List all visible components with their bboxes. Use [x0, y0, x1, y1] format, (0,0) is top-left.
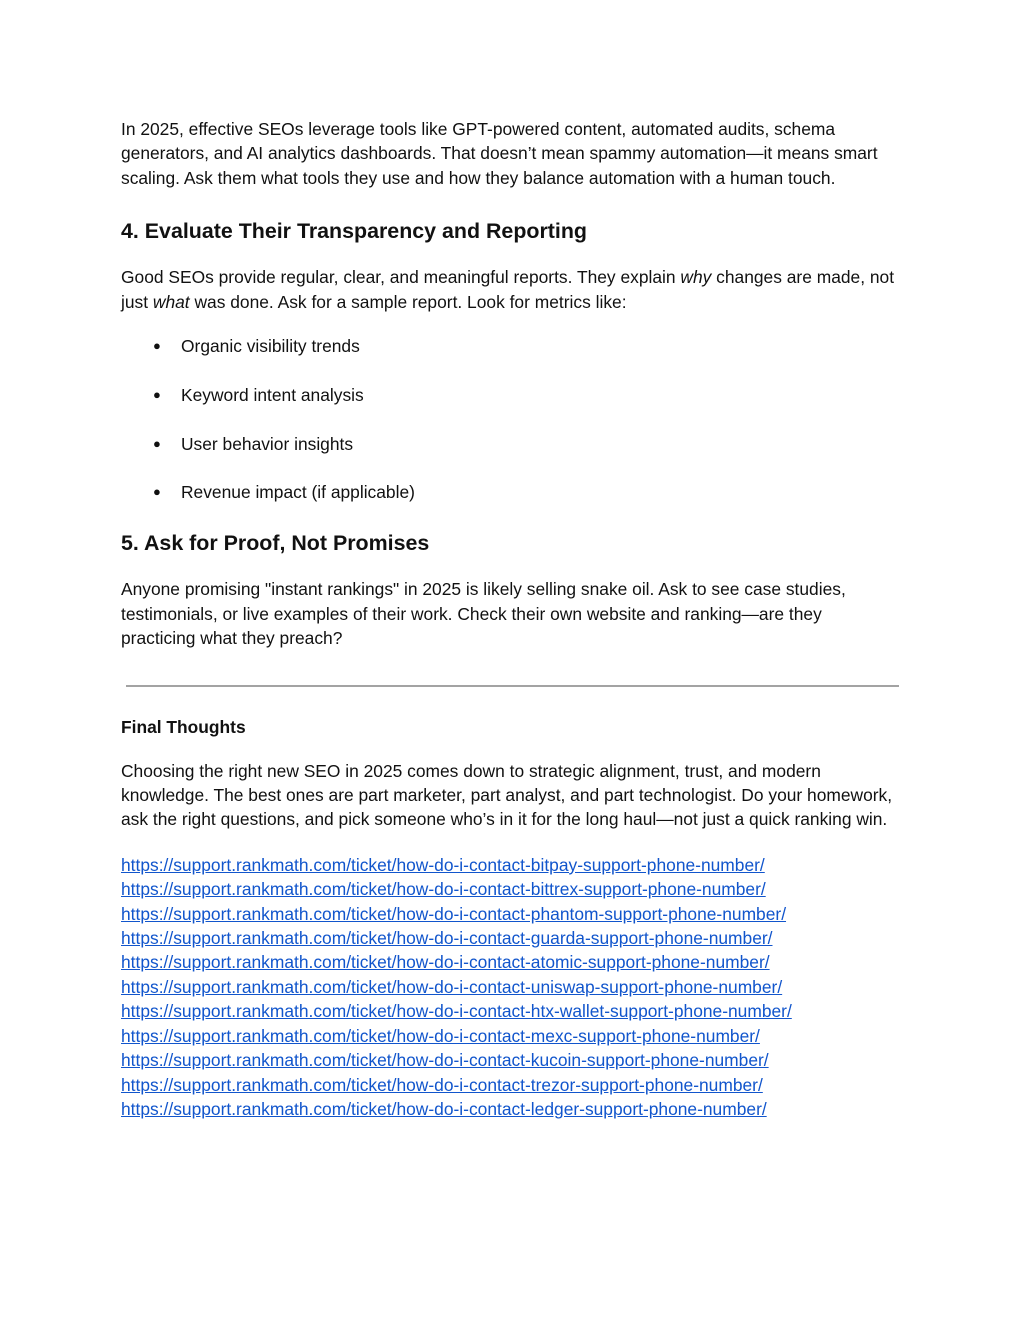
support-link[interactable]: https://support.rankmath.com/ticket/how-do-i-contact-bitpay-support-phone-number/ [121, 854, 765, 875]
section-5-heading: 5. Ask for Proof, Not Promises [121, 531, 430, 556]
emphasis-why: why [680, 267, 712, 288]
section-4-text-part-1: Good SEOs provide regular, clear, and meaningful reports. They explain [121, 267, 681, 288]
section-4-paragraph [121, 265, 901, 314]
section-4-heading: 4. Evaluate Their Transparency and Reporting [121, 219, 587, 244]
emphasis-what: what [152, 291, 190, 312]
section-5-paragraph: Anyone promising "instant rankings" in 2025 is likely selling snake oil. Ask to see case studies, testimonials, or live examples of their work. Check their own website and ranking—are they practicing what they preach? [121, 579, 846, 649]
bullet-icon: ● [153, 484, 161, 500]
support-link[interactable]: https://support.rankmath.com/ticket/how-do-i-contact-guarda-support-phone-number/ [121, 928, 773, 949]
support-link[interactable]: https://support.rankmath.com/ticket/how-do-i-contact-bittrex-support-phone-number/ [121, 879, 766, 900]
final-thoughts-paragraph: Choosing the right new SEO in 2025 comes down to strategic alignment, trust, and modern knowledge. The best ones are part marketer, part analyst, and part technologist. Do your homework, ask the right questions, and pick someone who’s in it for the long haul—not just a quick ranking win. [121, 760, 893, 830]
intro-paragraph: In 2025, effective SEOs leverage tools like GPT-powered content, automated audits, schema generators, and AI analytics dashboards. That doesn’t mean spammy automation—it means smart scaling. Ask them what tools they use and how they balance automation with a human touch. [121, 119, 878, 188]
list-item-label: Keyword intent analysis [181, 384, 364, 405]
final-thoughts-heading: Final Thoughts [121, 716, 246, 737]
link-list [121, 853, 901, 1121]
list-item-label: Revenue impact (if applicable) [181, 482, 415, 503]
support-link[interactable]: https://support.rankmath.com/ticket/how-do-i-contact-trezor-support-phone-number/ [121, 1074, 763, 1095]
section-4-text-part-3: was done. Ask for a sample report. Look for metrics like: [189, 291, 627, 312]
bullet-icon: ● [153, 435, 161, 451]
section-4-text-part-2: changes are made, not just [121, 267, 895, 312]
support-link[interactable]: https://support.rankmath.com/ticket/how-do-i-contact-mexc-support-phone-number/ [121, 1025, 760, 1046]
support-link[interactable]: https://support.rankmath.com/ticket/how-do-i-contact-uniswap-support-phone-number/ [121, 976, 783, 997]
document-page [121, 117, 901, 1121]
list-item [121, 334, 901, 358]
support-link[interactable]: https://support.rankmath.com/ticket/how-do-i-contact-kucoin-support-phone-number/ [121, 1050, 769, 1071]
bullet-icon: ● [153, 338, 161, 354]
support-link[interactable]: https://support.rankmath.com/ticket/how-do-i-contact-ledger-support-phone-number/ [121, 1098, 767, 1119]
list-item [121, 480, 901, 504]
support-link[interactable]: https://support.rankmath.com/ticket/how-do-i-contact-phantom-support-phone-number/ [121, 903, 787, 924]
support-link[interactable]: https://support.rankmath.com/ticket/how-do-i-contact-atomic-support-phone-number/ [121, 952, 770, 973]
list-item-label: Organic visibility trends [181, 336, 360, 357]
metrics-list [121, 334, 901, 504]
list-item [121, 383, 901, 407]
list-item-label: User behavior insights [181, 433, 354, 454]
support-link[interactable]: https://support.rankmath.com/ticket/how-do-i-contact-htx-wallet-support-phone-number/ [121, 1001, 792, 1022]
list-item [121, 432, 901, 456]
bullet-icon: ● [153, 386, 161, 402]
horizontal-divider [126, 685, 899, 687]
